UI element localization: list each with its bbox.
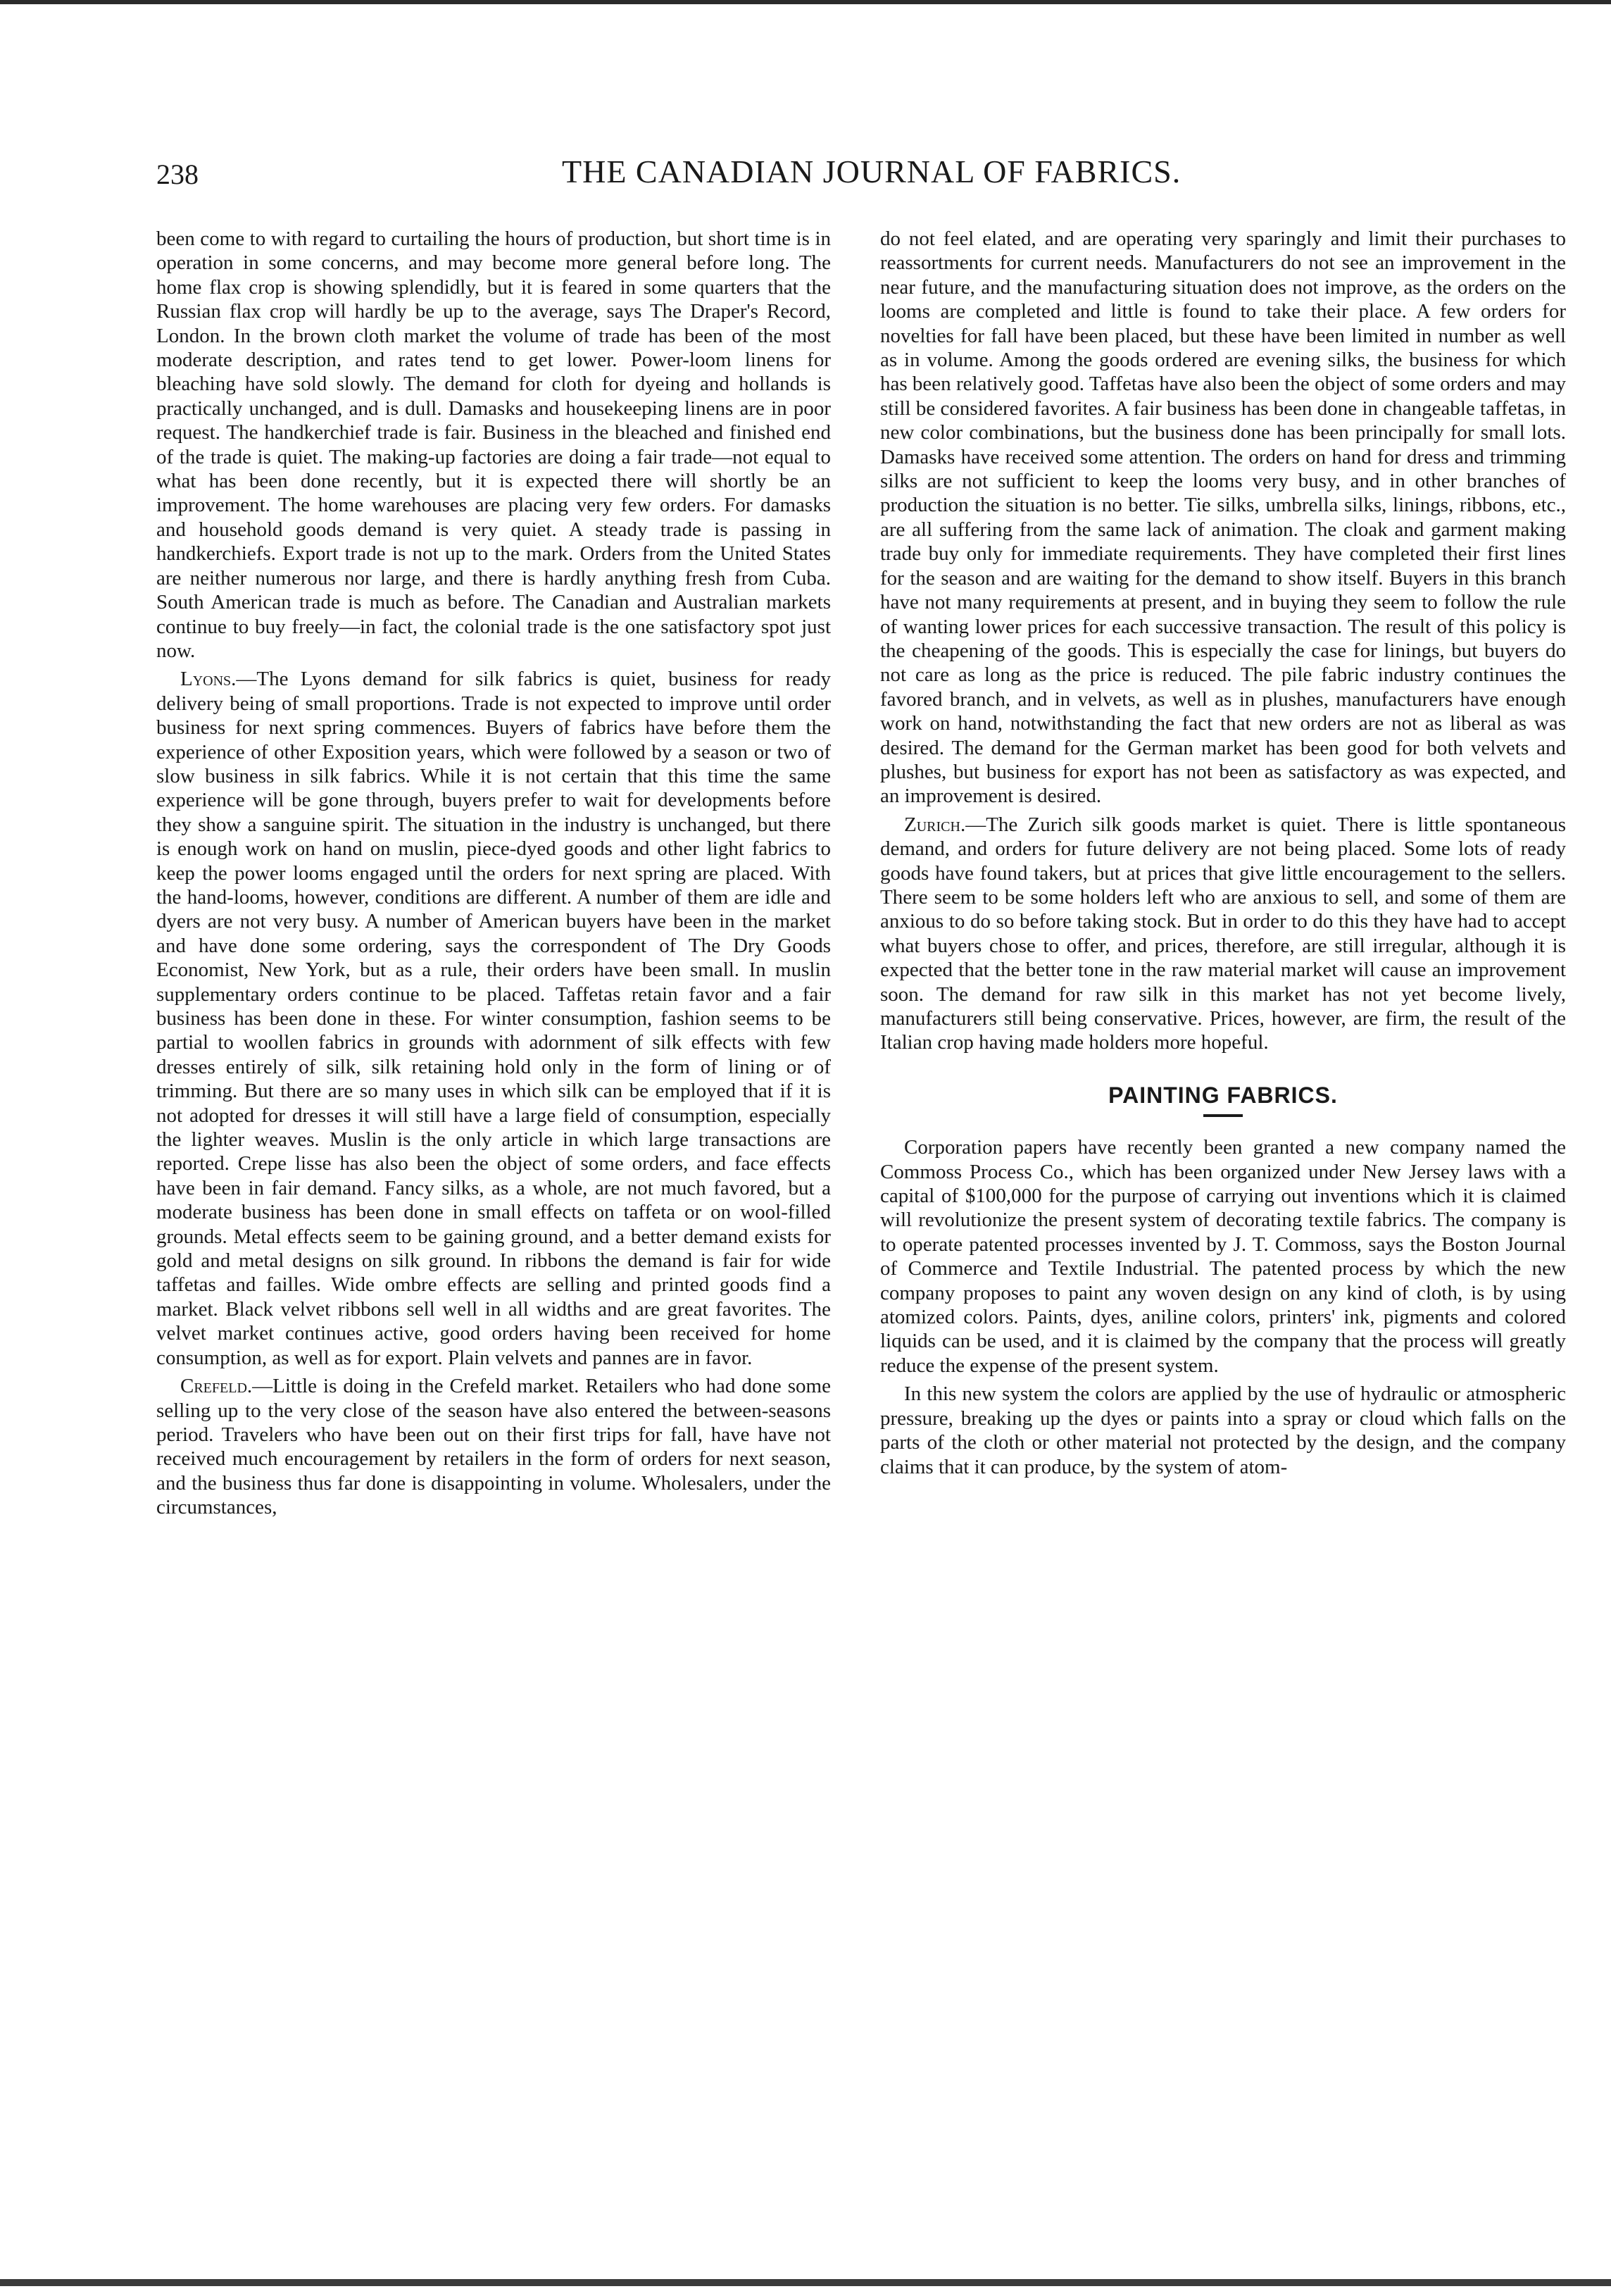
page-number: 238 bbox=[156, 158, 199, 190]
linen-market-paragraph: been come to with regard to curtailing the hours of production, but short time is in operation in some concerns, and may become more general before long. The home flax crop is showing splendidly, but it is feared in some quarters that the Russian flax crop will hardly be up to the average, says The Draper's Record, London. In the brown cloth market the volume of trade has been of the most moderate description, and rates tend to get lower. Power-loom linens for bleaching have sold slowly. The demand for cloth for dyeing and hollands is practically unchanged, and is dull. Damasks and housekeeping linens are in poor request. The handkerchief trade is fair. Business in the bleached and finished end of the trade is quiet. The making-up factories are doing a fair trade—not equal to what has been done recently, but it is expected there will shortly be an improvement. The home warehouses are placing very few orders. For damasks and household goods demand is very quiet. A steady trade is passing in handkerchiefs. Export trade is not up to the mark. Orders from the United States are neither numerous nor large, and there is hardly anything fresh from Cuba. South American trade is much as before. The Canadian and Australian markets continue to buy freely—in fact, the colonial trade is the one satisfactory spot just now. bbox=[156, 227, 831, 662]
top-border-rule bbox=[0, 0, 1611, 4]
lyons-heading: Lyons. bbox=[180, 668, 237, 691]
bottom-border-rule bbox=[0, 2279, 1611, 2286]
section-title-rule bbox=[1203, 1114, 1243, 1117]
painting-paragraph-1: Corporation papers have recently been granted a new company named the Commoss Process Co., which has been organized under New Jersey laws with a capital of $100,000 for the purpose of carrying out inventions which it is claimed will revolutionize the present system of decorating textile fabrics. The company is to operate patented processes invented by J. T. Commoss, says the Boston Journal of Commerce and Textile Industrial. The patented process by which the new company proposes to paint any woven design on any kind of cloth, is by using atomized colors. Paints, dyes, aniline colors, printers' ink, pigments and colored liquids can be used, and it is claimed by the company that the process will greatly reduce the expense of the present system. bbox=[880, 1136, 1566, 1377]
crefeld-paragraph bbox=[156, 1374, 831, 1519]
running-head: THE CANADIAN JOURNAL OF FABRICS. bbox=[562, 154, 1181, 189]
lyons-text: —The Lyons demand for silk fabrics is quiet, business for ready delivery being of small proportions. Trade is not expected to improve until order business for next spring commences. Buyers of fabrics have before them the experience of other Exposition years, which were followed by a season or two of slow business in silk fabrics. While it is not certain that this time the same experience will be gone through, buyers prefer to wait for developments before they show a sanguine spirit. The situation in the industry is unchanged, but there is enough work on hand on muslin, piece-dyed goods and other light fabrics to keep the power looms engaged until the orders for next spring are placed. With the hand-looms, however, conditions are different. A number of them are idle and dyers are not very busy. A number of American buyers have been in the market and have done some ordering, says the correspondent of The Dry Goods Economist, New York, but as a rule, their orders have been small. In muslin supplementary orders continue to be placed. Taffetas retain favor and a fair business has been done in these. For winter consumption, fashion seems to be partial to woollen fabrics in grounds with adornment of silk effects with few dresses entirely of silk, silk retaining hold only in the form of lining or of trimming. But there are so many uses in which silk can be employed that if it is not adopted for dresses it will still have a large field of consumption, especially the lighter weaves. Muslin is the only article in which large transactions are reported. Crepe lisse has also been the object of some orders, and face effects have been in fair demand. Fancy silks, as a whole, are not much favored, but a moderate business has been done in small effects on taffeta or on wool-filled grounds. Metal effects seem to be gaining ground, and a better demand exists for gold and metal designs on silk ground. In ribbons the demand is fair for wide taffetas and failles. Wide ombre effects are selling and printed goods find a market. Black velvet ribbons sell well in all widths and are great favorites. The velvet market continues active, good orders having been received for home consumption, as well as for export. Plain velvets and pannes are in favor. bbox=[156, 668, 831, 1369]
zurich-text: —The Zurich silk goods market is quiet. There is little spontaneous demand, and orders for future delivery are not being placed. Some lots of ready goods have found takers, but at prices that give little encouragement to the sellers. There seem to be some holders left who are anxious to sell, and some of them are anxious to do so before taking stock. But in order to do this they have had to accept what buyers chose to offer, and prices, therefore, are still irregular, although it is expected that the better tone in the raw material market will cause an improvement soon. The demand for raw silk in this market has not yet become lively, manufacturers still being conservative. Prices, however, are firm, the result of the Italian crop having made holders more hopeful. bbox=[880, 813, 1566, 1054]
painting-paragraph-2: In this new system the colors are applied by the use of hydraulic or atmospheric pressure, breaking up the dyes or paints into a spray or cloud which falls on the parts of the cloth or other material not protected by the design, and the company claims that it can produce, by the system of atom- bbox=[880, 1383, 1566, 1478]
crefeld-continuation-paragraph: do not feel elated, and are operating very sparingly and limit their purchases to reassortments for current needs. Manufacturers do not see an improvement in the near future, and the manufacturing situation does not improve, as the orders on the looms are completed and little is found to take their place. A few orders for novelties for fall have been placed, but these have been limited in number as well as in volume. Among the goods ordered are evening silks, the business for which has been relatively good. Taffetas have also been the object of some orders and may still be considered favorites. A fair business has been done in changeable taffetas, in new color combinations, but the business done has been principally for small lots. Damasks have received some attention. The orders on hand for dress and trimming silks are not sufficient to keep the looms very busy, and in other branches of production the situation is no better. Tie silks, umbrella silks, linings, ribbons, etc., are all suffering from the same lack of animation. The cloak and garment making trade buy only for immediate requirements. They have completed their first lines for the season and are waiting for the demand to show itself. Buyers in this branch have not many requirements at present, and in buying they seem to follow the rule of wanting lower prices for each successive transaction. The result of this policy is the cheapening of the goods. This is especially the case for linings, but buyers do not care as long as the price is reduced. The pile fabric industry continues the favored branch, and in velvets, as well as in plushes, manufacturers have enough work on hand, notwithstanding the fact that new orders are not as liberal as was desired. The demand for the German market has been good for both velvets and plushes, but business for export has not been as satisfactory as was expected, and an improvement is desired. bbox=[880, 227, 1566, 808]
zurich-heading: Zurich. bbox=[904, 813, 966, 836]
crefeld-heading: Crefeld. bbox=[180, 1375, 253, 1398]
left-column bbox=[156, 227, 831, 1524]
right-column bbox=[880, 227, 1566, 1483]
lyons-paragraph bbox=[156, 667, 831, 1370]
zurich-paragraph bbox=[880, 813, 1566, 1055]
crefeld-text: —Little is doing in the Crefeld market. Retailers who had done some selling up to the very close of the season have also entered the between-seasons period. Travelers who have been out on their first trips for fall, have have not received much encouragement by retailers in the form of orders for next season, and the business thus far done is disappointing in volume. Wholesalers, under the circumstances, bbox=[156, 1375, 831, 1519]
section-title: PAINTING FABRICS. bbox=[1108, 1082, 1338, 1108]
